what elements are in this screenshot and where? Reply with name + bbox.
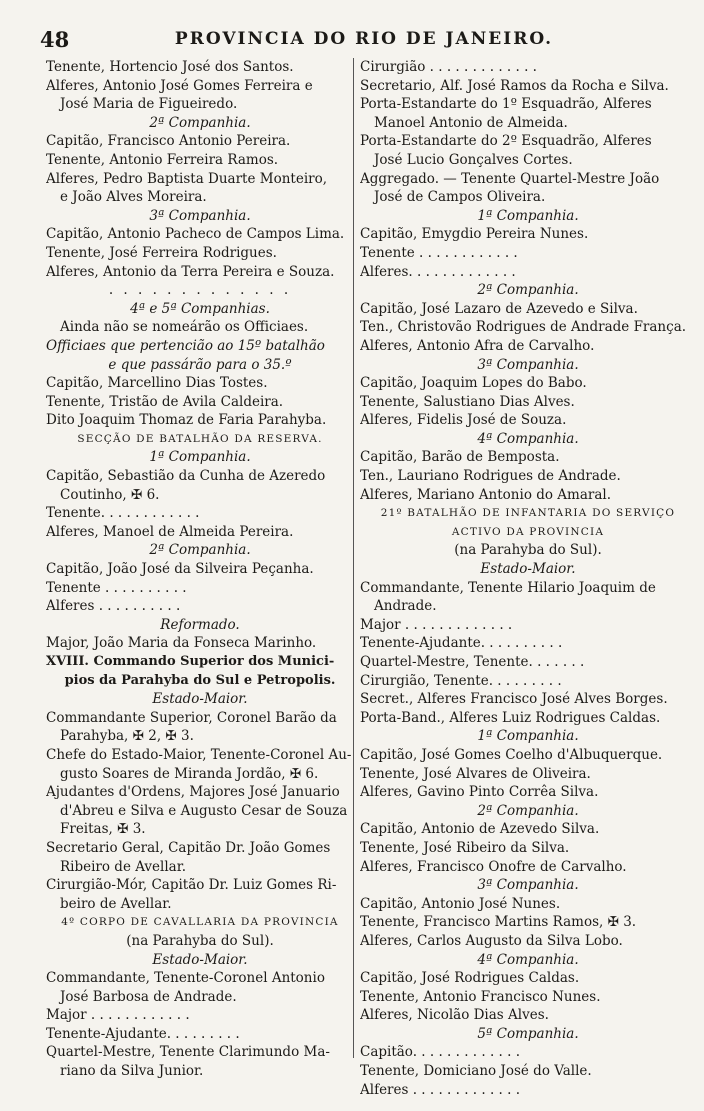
text-line: Capitão, João José da Silveira Peçanha. [46, 561, 314, 578]
section-heading: Reformado. [160, 616, 240, 633]
text-line: Alferes, Francisco Onofre de Carvalho. [360, 858, 627, 875]
text-line: Alferes . . . . . . . . . . [46, 598, 181, 615]
text-line: Capitão, Joaquim Lopes do Babo. [360, 375, 587, 392]
text-line: Quartel-Mestre, Tenente. . . . . . . [360, 654, 585, 670]
text-line: Tenente-Ajudante. . . . . . . . . [46, 1025, 240, 1042]
text-line: Secret., Alferes Francisco José Alves Borges. [360, 691, 668, 708]
text-line: Alferes, Gavino Pinto Corrêa Silva. [360, 784, 599, 801]
text-line: Alferes, Manoel de Almeida Pereira. [46, 523, 294, 540]
text-line: (na Parahyba do Sul). [126, 932, 274, 949]
text-line: Tenente . . . . . . . . . . . . [360, 244, 518, 261]
text-line: Tenente, Tristão de Avila Caldeira. [46, 393, 284, 410]
text-line: Freitas, ✠ 3. [60, 821, 146, 838]
text-line: Alferes, Antonio Afra de Carvalho. [360, 337, 595, 354]
text-line: Alferes, Antonio da Terra Pereira e Souza. [46, 263, 335, 280]
text-line: Porta-Estandarte do 1º Esquadrão, Alferes [360, 96, 652, 113]
text-line: Tenente, José Ribeiro da Silva. [360, 839, 570, 856]
text-line: Commandante, Tenente Hilario Joaquim de [360, 579, 656, 596]
text-line: Capitão. . . . . . . . . . . . . [360, 1044, 520, 1061]
text-line: Alferes. . . . . . . . . . . . . [360, 263, 516, 280]
text-line: Ajudantes d'Ordens, Majores José Januario [46, 784, 340, 801]
text-line: Tenente-Ajudante. . . . . . . . . . [360, 635, 563, 652]
text-line: Tenente, José Alvares de Oliveira. [360, 765, 591, 782]
text-line: Capitão, Emygdio Pereira Nunes. [360, 226, 589, 243]
text-line: e João Alves Moreira. [60, 189, 207, 206]
text-line: Officiaes que pertencião ao 15º batalhão [46, 337, 325, 354]
text-line: Alferes, Fidelis José de Souza. [360, 412, 567, 429]
text-line: Porta-Band., Alferes Luiz Rodrigues Caldas. [360, 709, 661, 726]
page-number: 48 [40, 26, 70, 52]
section-heading: 2ª Companhia. [149, 114, 251, 131]
text-line: Tenente, Antonio Francisco Nunes. [360, 988, 601, 1005]
text-line: Ten., Lauriano Rodrigues de Andrade. [360, 468, 621, 485]
text-line: Capitão, José Gomes Coelho d'Albuquerque. [360, 746, 663, 763]
text-line: e que passárão para o 35.º [108, 356, 292, 373]
section-heading: 4ª Companhia. [477, 430, 579, 447]
text-line: Chefe do Estado-Maior, Tenente-Coronel Au- [46, 746, 352, 763]
text-line: Porta-Estandarte do 2º Esquadrão, Alferes [360, 133, 652, 150]
section-heading: 4ª Companhia. [477, 951, 579, 968]
text-line: Cirurgião, Tenente. . . . . . . . . [360, 672, 562, 689]
text-line: Tenente, Hortencio José dos Santos. [46, 59, 294, 75]
text-line: Major . . . . . . . . . . . . . [360, 616, 513, 633]
section-heading: 1ª Companhia. [149, 449, 251, 466]
section-heading: 3ª Companhia. [149, 207, 251, 224]
text-line: Ainda não se nomeárão os Officiaes. [60, 319, 309, 336]
section-title: 21º BATALHÃO DE INFANTARIA DO SERVIÇO [380, 507, 676, 520]
section-heading: 5ª Companhia. [477, 1025, 579, 1042]
text-line: Tenente . . . . . . . . . . [46, 579, 187, 596]
text-line: Secretario Geral, Capitão Dr. João Gomes [46, 839, 331, 856]
text-line: Cirurgião-Mór, Capitão Dr. Luiz Gomes Ri- [46, 877, 337, 894]
text-line: Capitão, Sebastião da Cunha de Azeredo [46, 468, 326, 485]
text-line: Manoel Antonio de Almeida. [374, 114, 568, 131]
text-line: Commandante Superior, Coronel Barão da [46, 709, 337, 726]
text-line: Capitão, José Lazaro de Azevedo e Silva. [360, 300, 638, 317]
section-heading: 1ª Companhia. [477, 728, 579, 745]
page-title: PROVINCIA DO RIO DE JANEIRO. [174, 29, 554, 49]
section-title: SECÇÃO DE BATALHÃO DA RESERVA. [77, 432, 323, 445]
text-line: Coutinho, ✠ 6. [60, 486, 160, 503]
text-line: Tenente. . . . . . . . . . . . [46, 505, 200, 522]
text-line: Capitão, Antonio José Nunes. [360, 895, 561, 912]
section-heading: Estado-Maior. [152, 951, 248, 968]
text-line: Secretario, Alf. José Ramos da Rocha e Silva. [360, 77, 669, 94]
text-line: Alferes, Antonio José Gomes Ferreira e [46, 77, 313, 94]
section-heading: 2ª Companhia. [149, 542, 251, 559]
command-title: pios da Parahyba do Sul e Petropolis. [64, 672, 336, 688]
section-heading: 2ª Companhia. [477, 282, 579, 299]
text-line: Tenente, Francisco Martins Ramos, ✠ 3. [360, 914, 637, 931]
text-line: Commandante, Tenente-Coronel Antonio [46, 970, 325, 987]
text-line: Tenente, Domiciano José do Valle. [360, 1063, 592, 1080]
left-column [46, 58, 354, 1081]
page-header [40, 26, 688, 52]
text-line: beiro de Avellar. [60, 895, 172, 912]
text-line: (na Parahyba do Sul). [454, 542, 602, 559]
text-line: Capitão, Barão de Bemposta. [360, 449, 560, 466]
section-heading: Estado-Maior. [480, 561, 576, 578]
section-heading: 4ª e 5ª Companhias. [130, 300, 270, 317]
text-line: José Barbosa de Andrade. [60, 988, 237, 1005]
section-title: 4º CORPO DE CAVALLARIA DA PROVINCIA [61, 916, 339, 929]
text-line: Capitão, Antonio de Azevedo Silva. [360, 821, 600, 838]
text-line: Alferes, Pedro Baptista Duarte Monteiro, [46, 170, 328, 187]
text-line: Cirurgião . . . . . . . . . . . . . [360, 59, 537, 75]
section-title: ACTIVO DA PROVINCIA [451, 525, 605, 538]
right-column [360, 58, 696, 1099]
text-line: d'Abreu e Silva e Augusto Cesar de Souza [60, 802, 348, 819]
text-line: riano da Silva Junior. [60, 1063, 204, 1080]
text-line: Ten., Christovão Rodrigues de Andrade França. [360, 319, 687, 336]
text-line: Capitão, José Rodrigues Caldas. [360, 970, 580, 987]
section-heading: Estado-Maior. [152, 691, 248, 708]
section-heading: 3ª Companhia. [477, 356, 579, 373]
dotted-leader: . . . . . . . . . . . . . [108, 282, 292, 299]
text-line: Dito Joaquim Thomaz de Faria Parahyba. [46, 412, 327, 429]
text-line: Capitão, Francisco Antonio Pereira. [46, 133, 291, 150]
text-line: José de Campos Oliveira. [374, 189, 546, 206]
text-line: Quartel-Mestre, Tenente Clarimundo Ma- [46, 1044, 330, 1061]
command-title: XVIII. Commando Superior dos Munici- [46, 654, 335, 669]
text-line: Tenente, José Ferreira Rodrigues. [46, 244, 277, 261]
section-heading: 1ª Companhia. [477, 207, 579, 224]
text-line: Parahyba, ✠ 2, ✠ 3. [60, 728, 194, 745]
text-line: Alferes . . . . . . . . . . . . . [360, 1081, 520, 1098]
text-line: Tenente, Antonio Ferreira Ramos. [46, 151, 279, 168]
text-line: Ribeiro de Avellar. [60, 858, 186, 875]
text-line: José Maria de Figueiredo. [60, 96, 238, 113]
text-line: Tenente, Salustiano Dias Alves. [360, 393, 575, 410]
section-heading: 2ª Companhia. [477, 802, 579, 819]
text-line: Capitão, Marcellino Dias Tostes. [46, 375, 268, 392]
text-line: Alferes, Mariano Antonio do Amaral. [360, 486, 612, 503]
text-line: Andrade. [374, 598, 437, 615]
text-line: José Lucio Gonçalves Cortes. [374, 151, 573, 168]
text-line: Alferes, Carlos Augusto da Silva Lobo. [360, 932, 623, 949]
text-line: gusto Soares de Miranda Jordão, ✠ 6. [60, 765, 319, 782]
section-heading: 3ª Companhia. [477, 877, 579, 894]
text-line: Major . . . . . . . . . . . . [46, 1007, 190, 1024]
text-line: Alferes, Nicolão Dias Alves. [360, 1007, 549, 1024]
text-line: Capitão, Antonio Pacheco de Campos Lima. [46, 226, 345, 243]
text-line: Major, João Maria da Fonseca Marinho. [46, 635, 317, 652]
text-line: Aggregado. — Tenente Quartel-Mestre João [360, 170, 660, 187]
